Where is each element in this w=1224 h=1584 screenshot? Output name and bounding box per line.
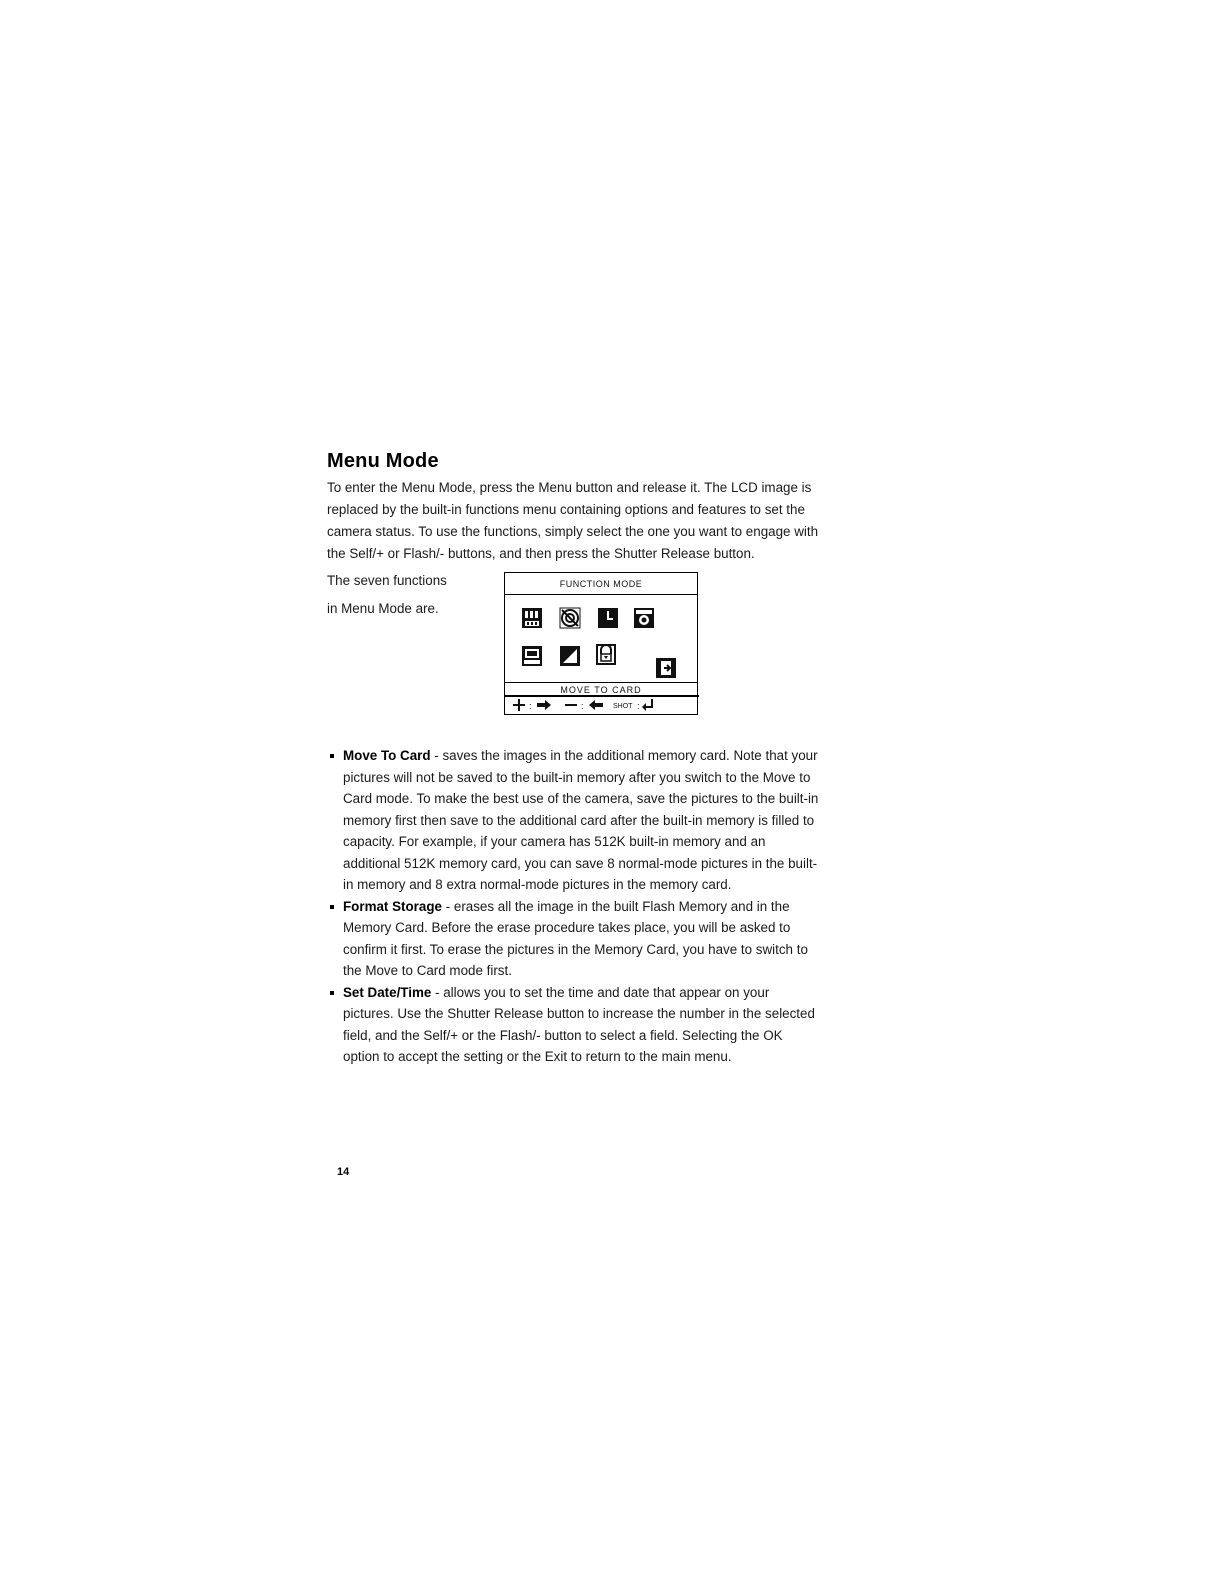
- bullet-marker: [330, 905, 334, 909]
- desc-format-storage: - erases all the image in the built Flash Memory and in the Memory Card. Before the erase procedure takes place, you will be asked to confirm it first. To erase the pictures in the Memory Card, you have to switch to the Move to Card mode first.: [343, 898, 808, 978]
- svg-text::: :: [581, 701, 584, 711]
- page-number: 14: [337, 1166, 350, 1178]
- lcd-function-mode-screen: [504, 572, 698, 715]
- exit-icon: [655, 657, 677, 679]
- lcd-icon-grid: [505, 595, 697, 681]
- memory-icon: [521, 607, 543, 629]
- functions-list: [327, 745, 822, 1068]
- arrow-left-icon: [589, 700, 603, 710]
- page-content: [327, 450, 822, 1068]
- contrast-icon: [559, 645, 581, 667]
- desc-move-to-card: - saves the images in the additional memory card. Note that your pictures will not be saved to the built-in memory after you switch to the Move to Card mode. To make the best use of the camera, save the pictures to the built-in memory first then save to the additional card after the built-in memory is filled to capacity. For example, if your camera has 512K built-in memory and an additional 512K memory card, you can save 8 normal-mode pictures in the built-in memory and 8 extra normal-mode pictures in the memory card.: [343, 748, 819, 892]
- functions-section: [327, 567, 822, 717]
- page-title: Menu Mode: [327, 450, 439, 472]
- term-format-storage: Format Storage: [343, 898, 442, 914]
- clock-icon: [597, 607, 619, 629]
- svg-text::: :: [637, 701, 640, 711]
- functions-caption-line2: in Menu Mode are.: [327, 601, 439, 616]
- bullet-marker: [330, 754, 334, 758]
- term-set-date-time: Set Date/Time: [343, 984, 432, 1000]
- enter-icon: [642, 699, 653, 711]
- intro-paragraph: To enter the Menu Mode, press the Menu button and release it. The LCD image is replaced by the built-in functions menu containing options and features to set the camera status. To use the functions, simply select the one you want to engage with the Self/+ or Flash/- buttons, and then press the Shutter Release button.: [327, 480, 819, 561]
- svg-text::: :: [529, 701, 532, 711]
- functions-caption-line1: The seven functions: [327, 573, 447, 588]
- term-move-to-card: Move To Card: [343, 748, 431, 763]
- functions-caption: [327, 567, 487, 623]
- shot-label: SHOT: [613, 703, 633, 710]
- list-item-move-to-card: [327, 745, 822, 896]
- lcd-controls-legend: [505, 695, 699, 714]
- format-icon: [559, 607, 581, 629]
- lcd-status-label: MOVE TO CARD: [505, 682, 697, 697]
- arrow-right-icon: [537, 700, 551, 710]
- list-item-set-date-time: [327, 982, 822, 1068]
- lock-icon: [595, 643, 617, 665]
- list-item-format-storage: [327, 896, 822, 982]
- computer-icon: [521, 645, 543, 667]
- plus-icon: [513, 699, 525, 711]
- camera-icon: [633, 607, 655, 629]
- lcd-header: FUNCTION MODE: [505, 573, 697, 595]
- desc-set-date-time: - allows you to set the time and date that appear on your pictures. Use the Shutter Release button to increase the number in the selected field, and the Self/+ or the Flash/- button to select a field. Selecting the OK option to accept the setting or the Exit to return to the main menu.: [343, 984, 815, 1064]
- minus-icon: [565, 704, 577, 706]
- bullet-marker: [330, 991, 334, 995]
